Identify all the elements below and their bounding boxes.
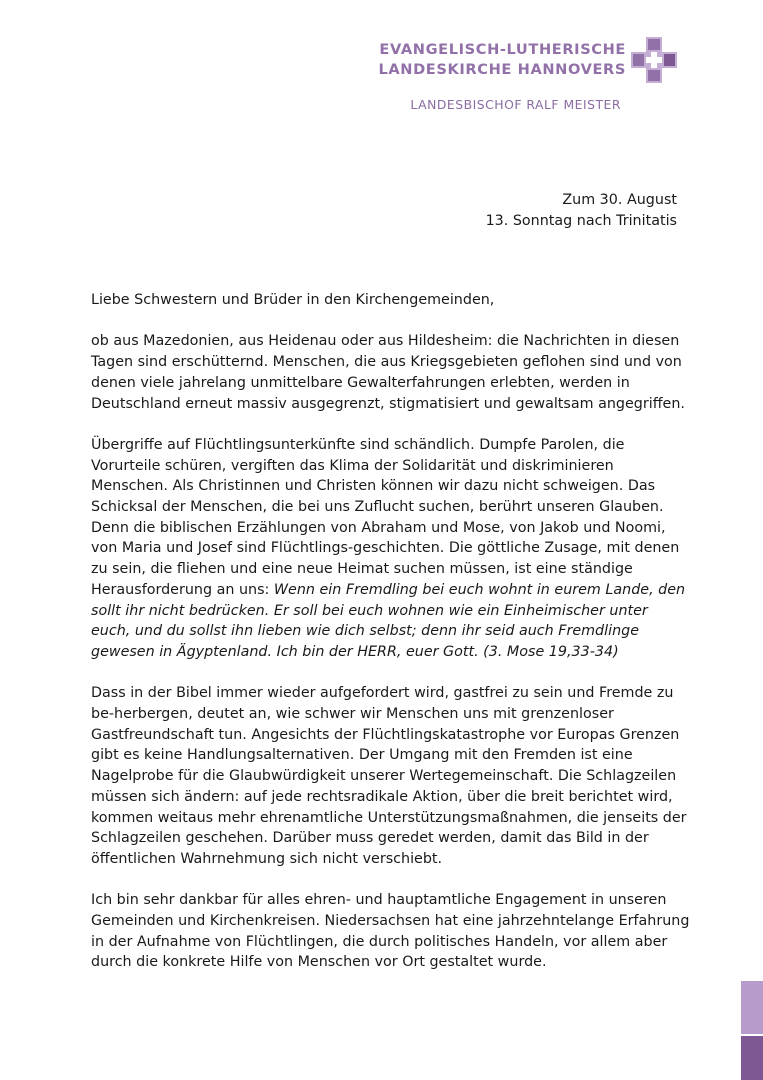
organization-name-line1: EVANGELISCH-LUTHERISCHE	[379, 41, 626, 58]
paragraph-4: Ich bin sehr dankbar für alles ehren- und hauptamtliche Engagement in unseren Gemeinden und Kirchenkreisen. Niedersachsen hat eine jahrzehntelange Erfahrung in der Aufnahme von Flüchtlingen, die durch politisches Handeln, vor allem aber durch die konkrete Hilfe von Menschen vor Ort gestaltet wurde.	[91, 892, 690, 971]
liturgical-day-line: 13. Sonntag nach Trinitatis	[485, 213, 677, 229]
paragraph-1: ob aus Mazedonien, aus Heidenau oder aus Hildesheim: die Nachrichten in diesen Tagen sind erschütternd. Menschen, die aus Kriegsgebieten geflohen sind und von denen viele jahrelang unmittelbare Gewalterfahrungen erlebten, werden in Deutschland erneut massiv ausgegrenzt, stigmatisiert und gewaltsam angegriffen.	[91, 333, 685, 412]
letterhead	[0, 0, 763, 130]
paragraph-2-text: Übergriffe auf Flüchtlingsunterkünfte sind schändlich. Dumpfe Parolen, die Vorurteile schüren, vergiften das Klima der Solidarität und diskriminieren Menschen. Als Christinnen und Christen können wir dazu nicht schweigen. Das Schicksal der Menschen, die bei uns Zuflucht suchen, berührt unseren Glauben. Denn die biblischen Erzählungen von Abraham und Mose, von Jakob und Noomi, von Maria und Josef sind Flüchtlings-geschichten. Die göttliche Zusage, mit denen zu sein, die fliehen und eine neue Heimat suchen müssen, ist eine ständige Herausforderung an uns:	[91, 436, 680, 598]
bible-quote: Wenn ein Fremdling bei euch wohnt in eurem Lande, den sollt ihr nicht bedrücken. Er soll bei euch wohnen wie ein Einheimischer unter euch, und du sollst ihn lieben wie dich selbst; denn ihr seid auch Fremdlinge gewesen in Ägyptenland. Ich bin der HERR, euer Gott. (3. Mose 19,33-34)	[91, 581, 686, 660]
page-edge-bar-dark	[741, 1036, 763, 1080]
organization-name	[336, 40, 626, 80]
date-line: Zum 30. August	[562, 192, 677, 208]
church-cross-icon	[631, 37, 677, 83]
letter-body	[91, 290, 691, 994]
page-edge-bar-light	[741, 981, 763, 1034]
paragraph-2	[91, 435, 691, 663]
bishop-name: LANDESBISCHOF RALF MEISTER	[410, 97, 621, 112]
paragraph-3: Dass in der Bibel immer wieder aufgefordert wird, gastfrei zu sein und Fremde zu be-herbergen, deutet an, wie schwer wir Menschen uns mit grenzenloser Gastfreundschaft tun. Angesichts der Flüchtlingskatastrophe vor Europas Grenzen gibt es keine Handlungsalternativen. Der Umgang mit den Fremden ist eine Nagelprobe für die Glaubwürdigkeit unserer Wertegemeinschaft. Die Schlagzeilen müssen sich ändern: auf jede rechtsradikale Aktion, über die breit berichtet wird, kommen weitaus mehr ehrenamtliche Unterstützungsmaßnahmen, die jenseits der Schlagzeilen geschehen. Darüber muss geredet werden, damit das Bild in der öffentlichen Wahrnehmung sich nicht verschiebt.	[91, 685, 687, 867]
organization-name-line2: LANDESKIRCHE HANNOVERS	[378, 61, 626, 78]
salutation: Liebe Schwestern und Brüder in den Kirchengemeinden,	[91, 292, 495, 308]
dateline	[486, 190, 677, 232]
